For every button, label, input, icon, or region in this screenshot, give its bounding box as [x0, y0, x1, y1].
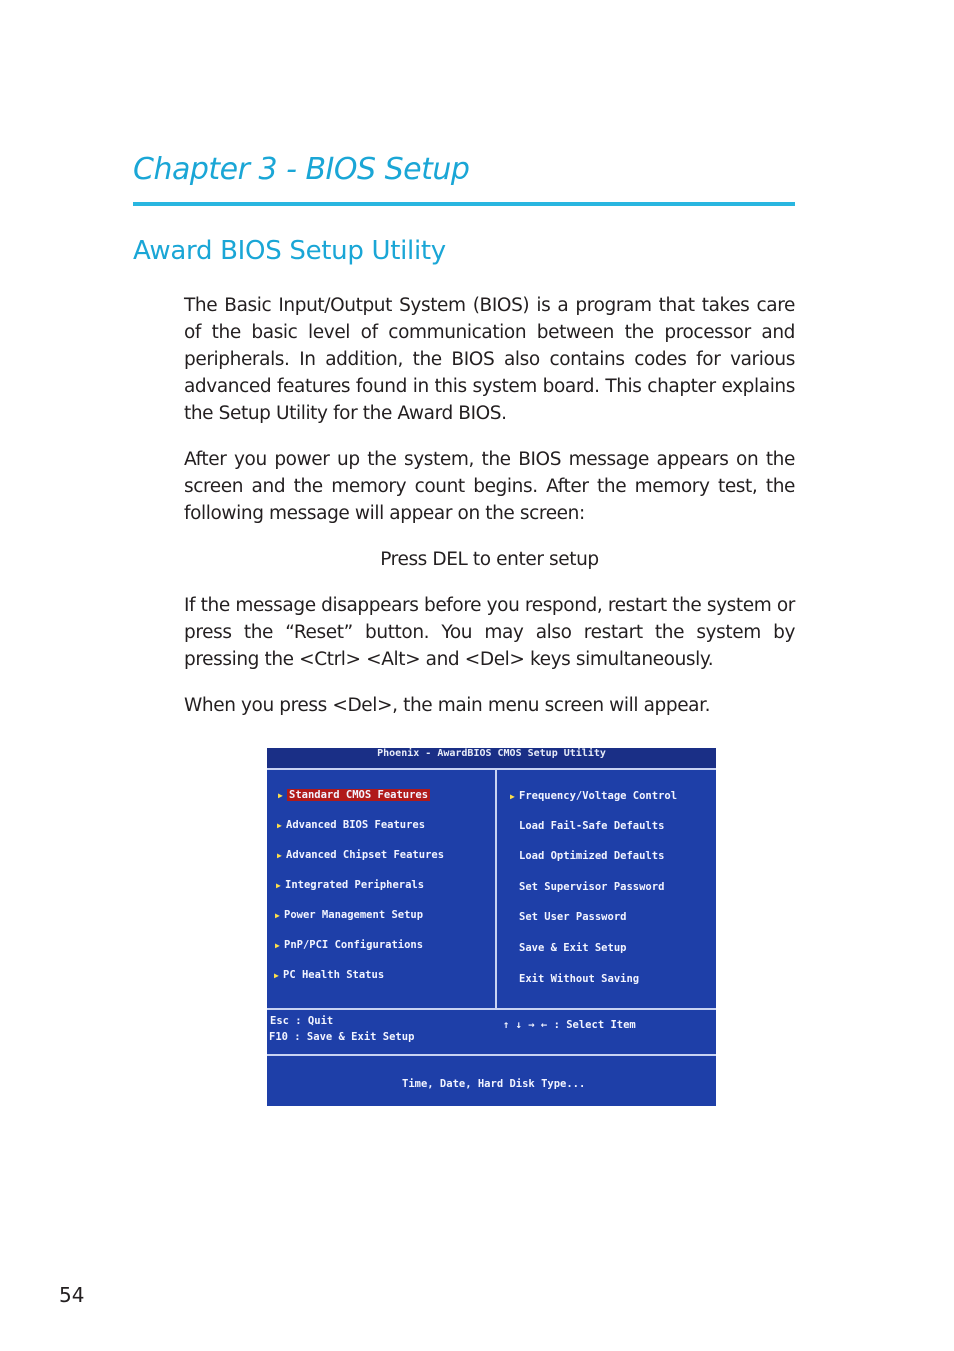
paragraph-restart: If the message disappears before you respond, restart the system or press the “Reset” button. You may also restart the system by pressing the <Ctrl> <Alt> and <Del> keys simultaneously. — [184, 595, 795, 670]
bios-menu-advanced-chipset[interactable]: ▶ Advanced Chipset Features — [277, 849, 445, 861]
page-number: 54 — [59, 1283, 85, 1307]
bios-help-f10: F10 : Save & Exit Setup — [269, 1031, 415, 1043]
triangle-right-icon: ▶ — [278, 791, 283, 800]
triangle-right-icon: ▶ — [275, 911, 280, 920]
paragraph-power-up: After you power up the system, the BIOS message appears on the screen and the memory count begins. After the memory test, the following message will appear on the screen: — [184, 449, 795, 524]
bios-frame-top — [267, 768, 716, 770]
bios-frame-help — [267, 1054, 716, 1056]
bios-menu-advanced-bios[interactable]: ▶ Advanced BIOS Features — [277, 819, 426, 831]
chapter-title-rule — [133, 202, 795, 206]
bios-menu-exit-without-saving[interactable]: Exit Without Saving — [519, 973, 640, 985]
paragraph-bios-intro: The Basic Input/Output System (BIOS) is a program that takes care of the basic level of communication between the processor and peripherals. In addition, the BIOS also contains codes for various advanced features found in this system board. This chapter explains the Setup Utility for the Award BIOS. — [184, 295, 795, 424]
bios-title-bar: Phoenix - AwardBIOS CMOS Setup Utility — [267, 748, 716, 768]
bios-menu-frequency-voltage[interactable]: ▶ Frequency/Voltage Control — [510, 790, 678, 802]
paragraph-main-menu: When you press <Del>, the main menu screen will appear. — [184, 695, 711, 716]
bios-menu-standard-cmos[interactable]: ▶ Standard CMOS Features — [278, 789, 429, 801]
setup-message: Press DEL to enter setup — [380, 549, 599, 570]
bios-menu-load-optimized[interactable]: Load Optimized Defaults — [519, 850, 665, 862]
bios-screenshot — [267, 748, 716, 1106]
bios-menu-save-exit[interactable]: Save & Exit Setup — [519, 942, 627, 954]
triangle-right-icon: ▶ — [276, 881, 281, 890]
bios-menu-pc-health[interactable]: ▶ PC Health Status — [274, 969, 385, 981]
bios-frame-divider — [495, 768, 497, 1009]
triangle-right-icon: ▶ — [277, 821, 282, 830]
chapter-title: Chapter 3 - BIOS Setup — [133, 152, 470, 187]
triangle-right-icon: ▶ — [275, 941, 280, 950]
triangle-right-icon: ▶ — [277, 851, 282, 860]
bios-menu-user-password[interactable]: Set User Password — [519, 911, 627, 923]
section-title: Award BIOS Setup Utility — [133, 236, 446, 266]
bios-menu-power-management[interactable]: ▶ Power Management Setup — [275, 909, 424, 921]
bios-item-description: Time, Date, Hard Disk Type... — [402, 1078, 586, 1090]
bios-help-esc: Esc : Quit — [270, 1015, 334, 1027]
bios-menu-load-fail-safe[interactable]: Load Fail-Safe Defaults — [519, 820, 665, 832]
triangle-right-icon: ▶ — [274, 971, 279, 980]
bios-menu-integrated-peripherals[interactable]: ▶ Integrated Peripherals — [276, 879, 425, 891]
triangle-right-icon: ▶ — [510, 792, 515, 801]
bios-menu-pnp-pci[interactable]: ▶ PnP/PCI Configurations — [275, 939, 424, 951]
bios-frame-mid — [267, 1008, 716, 1010]
bios-help-select: ↑ ↓ → ← : Select Item — [503, 1019, 636, 1031]
bios-menu-supervisor-password[interactable]: Set Supervisor Password — [519, 881, 665, 893]
